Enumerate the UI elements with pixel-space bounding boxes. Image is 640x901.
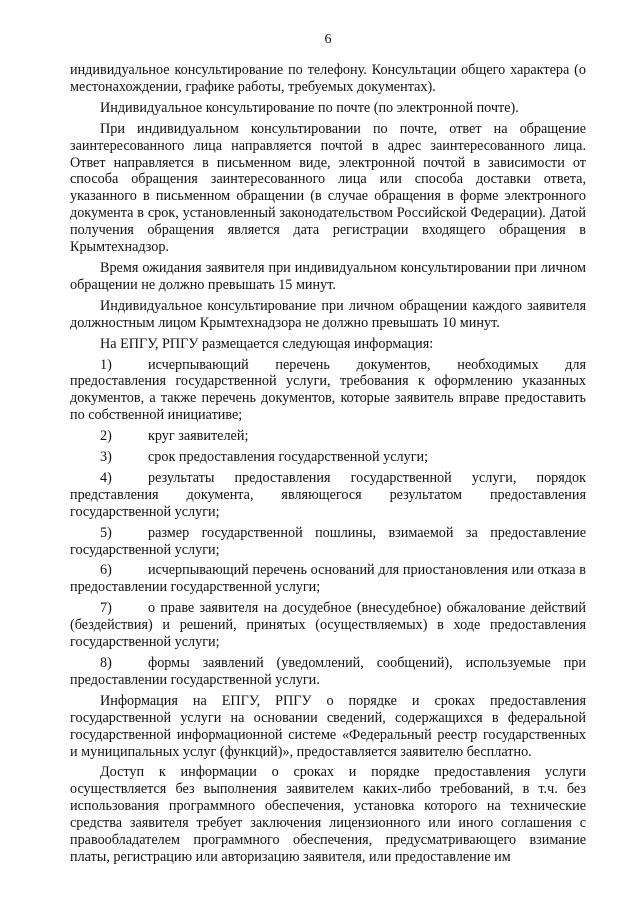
list-item-number: 8) [100, 655, 112, 671]
list-item-text: исчерпывающий перечень документов, необходимых для предоставления государственной услуги, требования к оформлению указанных документов, а также перечень документов, которые заявитель вправе предоставить по собственной инициативе; [70, 356, 586, 424]
list-item-number: 5) [100, 524, 112, 541]
list-item-number: 1) [100, 356, 112, 373]
info-list [70, 357, 586, 689]
list-item-text: срок предоставления государственной услуги; [148, 449, 429, 466]
list-item [70, 428, 586, 445]
list-item-text: о праве заявителя на досудебное (внесудебное) обжалование действий (бездействия) и решений, принятых (осуществляемых) в ходе предоставления государственной услуги; [70, 600, 586, 651]
paragraph-free-info: Информация на ЕПГУ, РПГУ о порядке и сроках предоставления государственной услуги на основании сведений, содержащихся в федеральной государственной информационной системе «Федеральный реестр государственных и муниципальных услуг (функций)», предоставляется заявителю бесплатно. [70, 692, 586, 760]
list-item-number: 6) [100, 562, 112, 579]
list-item-text: исчерпывающий перечень оснований для приостановления или отказа в предоставлении государственной услуги; [70, 562, 586, 596]
list-item-text: размер государственной пошлины, взимаемой за предоставление государственной услуги; [70, 524, 586, 558]
list-item-text: результаты предоставления государственной услуги, порядок представления документа, являющегося результатом предоставления государственной услуги; [70, 469, 586, 520]
list-item-text: круг заявителей; [148, 428, 249, 445]
list-item-number: 4) [100, 469, 112, 486]
page-number: 6 [324, 32, 332, 47]
paragraph-mail-answer: При индивидуальном консультировании по почте, ответ на обращение заинтересованного лица направляется почтой в адрес заинтересованного лица. Ответ направляется в письменном виде, электронной почтой в зависимости от способа обращения заинтересованного лица или способа доставки ответа, указанного в письменном обращении (в случае обращения в форме электронного документа в срок, установленный законодательством Российской Федерации). Датой получения обращения является дата регистрации входящего обращения в Крымтехнадзор. [70, 120, 586, 256]
paragraph-portal-info: На ЕПГУ, РПГУ размещается следующая информация: [100, 335, 434, 352]
list-item-number: 3) [100, 449, 112, 466]
list-item [70, 470, 586, 521]
paragraph-mail-consulting: Индивидуальное консультирование по почте (по электронной почте). [100, 99, 519, 116]
list-item-text: формы заявлений (уведомлений, сообщений), используемые при предоставлении государственной услуги. [70, 655, 586, 688]
list-item [70, 655, 586, 689]
list-item [70, 357, 586, 425]
list-item-number: 7) [100, 600, 112, 617]
list-item [70, 525, 586, 559]
list-item [70, 562, 586, 596]
paragraph-personal-consulting: Индивидуальное консультирование при личном обращении каждого заявителя должностным лицом Крымтехнадзора не должно превышать 10 минут. [70, 297, 586, 331]
list-item-number: 2) [100, 428, 112, 445]
paragraph-phone-consulting: индивидуальное консультирование по телефону. Консультации общего характера (о местонахождении, графике работы, требуемых документах). [70, 62, 586, 95]
list-item [70, 600, 586, 651]
paragraph-access-info: Доступ к информации о сроках и порядке предоставления услуги осуществляется без выполнения заявителем каких-либо требований, в т.ч. без использования программного обеспечения, установка которого на технические средства заявителя требует заключения лицензионного или иного соглашения с правообладателем программного обеспечения, предусматривающего взимание платы, регистрацию или авторизацию заявителя, или предоставление им [70, 764, 586, 865]
list-item [70, 449, 586, 466]
paragraph-waiting-time: Время ожидания заявителя при индивидуальном консультировании при личном обращении не должно превышать 15 минут. [70, 259, 586, 293]
